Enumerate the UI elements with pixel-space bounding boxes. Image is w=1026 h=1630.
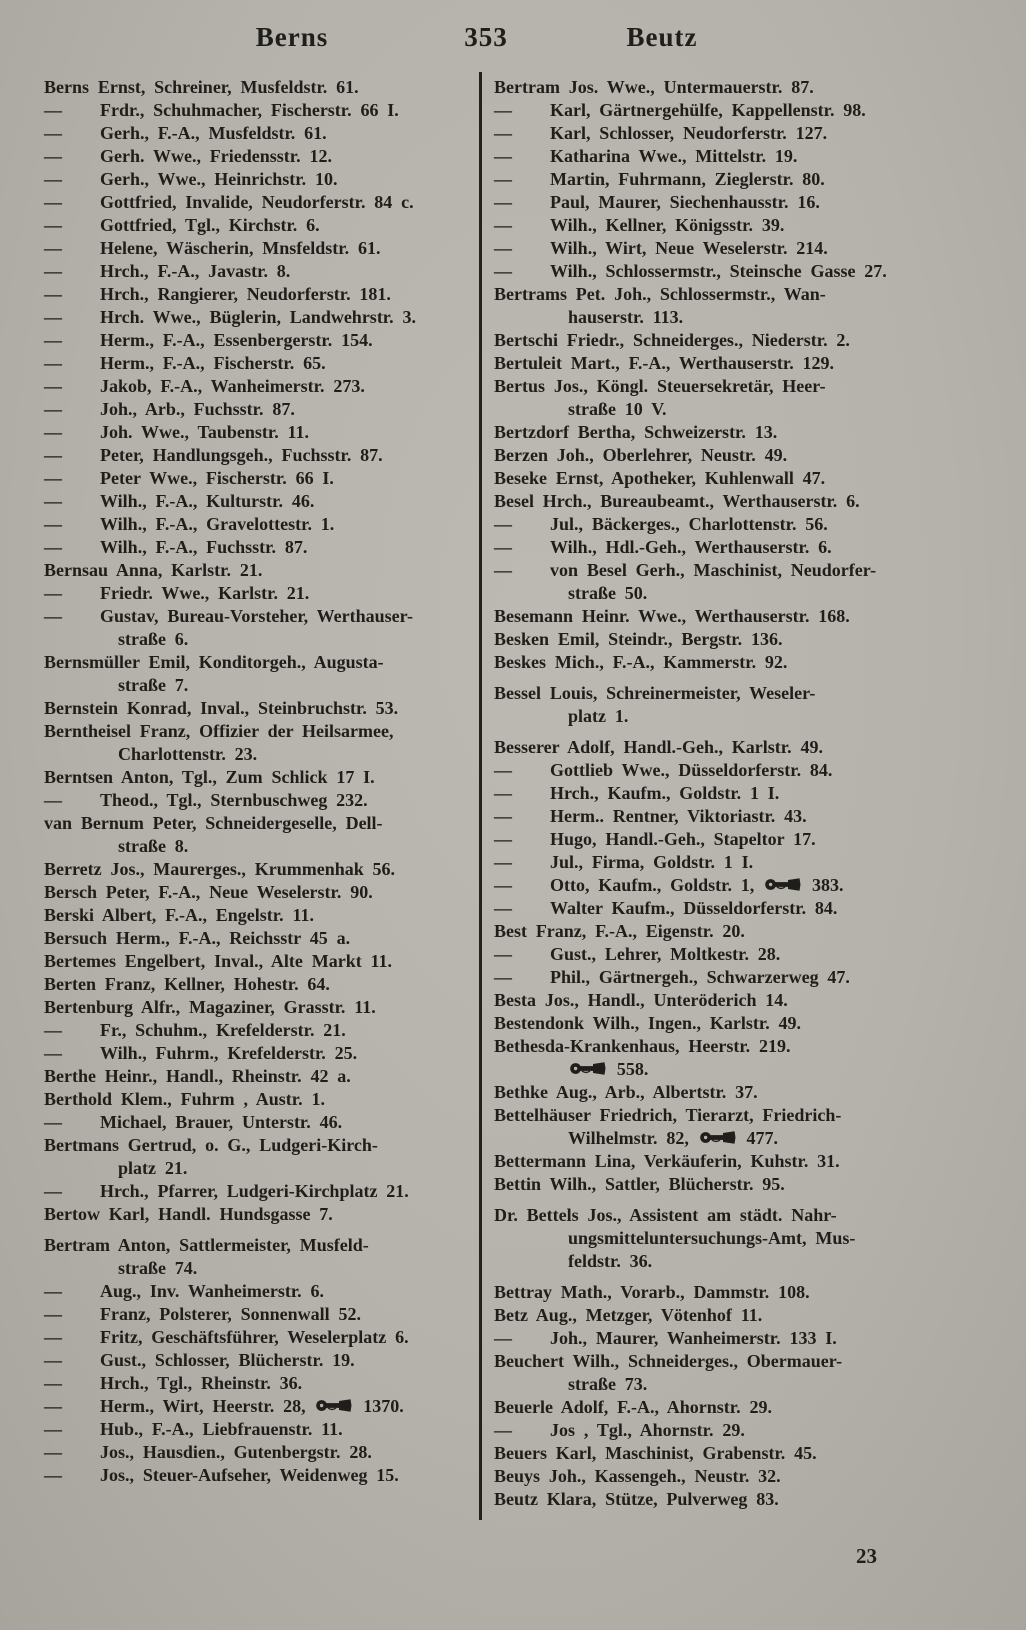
same-surname-dash: — <box>44 422 62 442</box>
directory-entry: Bernsmüller Emil, Konditorgeh., Augusta- straße 7. <box>44 652 384 695</box>
directory-entry: Berretz Jos., Maurerges., Krummenhak 56. <box>44 859 396 879</box>
directory-entry: — Wilh., F.-A., Fuchsstr. 87. <box>44 537 308 557</box>
directory-entry: — Jul., Bäckerges., Charlottenstr. 56. <box>494 514 828 534</box>
directory-entry: Bertram Jos. Wwe., Untermauerstr. 87. <box>494 77 814 97</box>
directory-entry: Bertenburg Alfr., Magaziner, Grasstr. 11. <box>44 997 376 1017</box>
directory-entry: — Michael, Brauer, Unterstr. 46. <box>44 1112 343 1132</box>
same-surname-dash: — <box>44 1043 62 1063</box>
directory-entry: — Wilh., F.-A., Kulturstr. 46. <box>44 491 315 511</box>
directory-entry: — Jos , Tgl., Ahornstr. 29. <box>494 1420 745 1440</box>
same-surname-dash: — <box>44 284 62 304</box>
directory-entry: — Phil., Gärtnergeh., Schwarzerweg 47. <box>494 967 850 987</box>
directory-entry: — Aug., Inv. Wanheimerstr. 6. <box>44 1281 324 1301</box>
same-surname-dash: — <box>44 376 62 396</box>
directory-entry: — Jakob, F.-A., Wanheimerstr. 273. <box>44 376 365 396</box>
directory-entry: Bessel Louis, Schreinermeister, Weseler- platz 1. <box>494 683 816 726</box>
directory-entry: — Helene, Wäscherin, Mnsfeldstr. 61. <box>44 238 381 258</box>
column-divider-rule <box>479 72 482 1520</box>
directory-entry: — Jos., Steuer-Aufseher, Weidenweg 15. <box>44 1465 399 1485</box>
directory-entry: — Franz, Polsterer, Sonnenwall 52. <box>44 1304 361 1324</box>
directory-entry: Bestendonk Wilh., Ingen., Karlstr. 49. <box>494 1013 802 1033</box>
directory-entry: — Karl, Schlosser, Neudorferstr. 127. <box>494 123 828 143</box>
same-surname-dash: — <box>44 1181 62 1201</box>
directory-entry: — Gust., Schlosser, Blücherstr. 19. <box>44 1350 355 1370</box>
directory-entry: Dr. Bettels Jos., Assistent am städt. Nahr- ungsmitteluntersuchungs-Amt, Mus- feldstr. 36. <box>494 1205 856 1271</box>
directory-entry: Beskes Mich., F.-A., Kammerstr. 92. <box>494 652 788 672</box>
directory-entry: — Peter Wwe., Fischerstr. 66 I. <box>44 468 334 488</box>
same-surname-dash: — <box>494 100 512 120</box>
page-number: 353 <box>464 22 508 52</box>
directory-entry: Berten Franz, Kellner, Hohestr. 64. <box>44 974 330 994</box>
page-header <box>0 22 1026 58</box>
same-surname-dash: — <box>44 790 62 810</box>
directory-entry: Bertuleit Mart., F.-A., Werthauserstr. 129. <box>494 353 835 373</box>
same-surname-dash: — <box>44 491 62 511</box>
directory-entry: Beuers Karl, Maschinist, Grabenstr. 45. <box>494 1443 817 1463</box>
same-surname-dash: — <box>494 238 512 258</box>
directory-entry: — Katharina Wwe., Mittelstr. 19. <box>494 146 798 166</box>
same-surname-dash: — <box>44 330 62 350</box>
same-surname-dash: — <box>44 1112 62 1132</box>
telephone-icon <box>700 1131 736 1144</box>
directory-entry: — Frdr., Schuhmacher, Fischerstr. 66 I. <box>44 100 399 120</box>
same-surname-dash: — <box>44 192 62 212</box>
directory-entry: — Wilh., Schlossermstr., Steinsche Gasse 27. <box>494 261 887 281</box>
same-surname-dash: — <box>44 169 62 189</box>
same-surname-dash: — <box>494 537 512 557</box>
same-surname-dash: — <box>494 1420 512 1440</box>
same-surname-dash: — <box>494 123 512 143</box>
same-surname-dash: — <box>494 760 512 780</box>
same-surname-dash: — <box>44 1396 62 1416</box>
same-surname-dash: — <box>494 514 512 534</box>
signature-mark: 23 <box>856 1544 877 1568</box>
directory-entry: Bersuch Herm., F.-A., Reichsstr 45 a. <box>44 928 351 948</box>
directory-entry: Berthe Heinr., Handl., Rheinstr. 42 a. <box>44 1066 351 1086</box>
directory-entry: Besta Jos., Handl., Unteröderich 14. <box>494 990 788 1010</box>
directory-entry: Bethesda-Krankenhaus, Heerstr. 219. 558. <box>494 1036 791 1079</box>
directory-entry: — Hrch., F.-A., Javastr. 8. <box>44 261 291 281</box>
directory-entry: Betz Aug., Metzger, Vötenhof 11. <box>494 1305 763 1325</box>
same-surname-dash: — <box>494 192 512 212</box>
directory-entry: Berski Albert, F.-A., Engelstr. 11. <box>44 905 314 925</box>
same-surname-dash: — <box>44 261 62 281</box>
directory-entry: Beseke Ernst, Apotheker, Kuhlenwall 47. <box>494 468 826 488</box>
same-surname-dash: — <box>494 967 512 987</box>
same-surname-dash: — <box>44 146 62 166</box>
directory-entry: — Hrch., Tgl., Rheinstr. 36. <box>44 1373 303 1393</box>
directory-entry: — Martin, Fuhrmann, Zieglerstr. 80. <box>494 169 825 189</box>
directory-entry: — Hrch. Wwe., Büglerin, Landwehrstr. 3. <box>44 307 416 327</box>
directory-entry: — Fr., Schuhm., Krefelderstr. 21. <box>44 1020 346 1040</box>
directory-entry: — Hugo, Handl.-Geh., Stapeltor 17. <box>494 829 816 849</box>
directory-entry: — Herm., Wirt, Heerstr. 28, 1370. <box>44 1396 404 1416</box>
same-surname-dash: — <box>494 875 512 895</box>
same-surname-dash: — <box>44 307 62 327</box>
directory-entry: — Gottfried, Invalide, Neudorferstr. 84 c. <box>44 192 414 212</box>
directory-entry: — Wilh., Hdl.-Geh., Werthauserstr. 6. <box>494 537 832 557</box>
directory-entry: — Fritz, Geschäftsführer, Weselerplatz 6. <box>44 1327 409 1347</box>
same-surname-dash: — <box>44 100 62 120</box>
same-surname-dash: — <box>44 238 62 258</box>
same-surname-dash: — <box>44 353 62 373</box>
directory-entry: Beuchert Wilh., Schneiderges., Obermauer- straße 73. <box>494 1351 843 1394</box>
directory-entry: — Hrch., Rangierer, Neudorferstr. 181. <box>44 284 391 304</box>
same-surname-dash: — <box>494 261 512 281</box>
directory-entry: — Walter Kaufm., Düsseldorferstr. 84. <box>494 898 838 918</box>
directory-entry: — von Besel Gerh., Maschinist, Neudorfer- straße 50. <box>494 560 877 603</box>
same-surname-dash: — <box>494 783 512 803</box>
directory-entry: Best Franz, F.-A., Eigenstr. 20. <box>494 921 745 941</box>
directory-entry: Bethke Aug., Arb., Albertstr. 37. <box>494 1082 758 1102</box>
same-surname-dash: — <box>494 215 512 235</box>
directory-entry: Bernstein Konrad, Inval., Steinbruchstr. 53. <box>44 698 399 718</box>
directory-entry: Bertrams Pet. Joh., Schlossermstr., Wan- hauserstr. 113. <box>494 284 826 327</box>
directory-entry: — Gust., Lehrer, Moltkestr. 28. <box>494 944 781 964</box>
directory-entry: Bertram Anton, Sattlermeister, Musfeld- straße 74. <box>44 1235 369 1278</box>
same-surname-dash: — <box>44 1304 62 1324</box>
directory-entry: — Wilh., Fuhrm., Krefelderstr. 25. <box>44 1043 358 1063</box>
directory-entry: Berzen Joh., Oberlehrer, Neustr. 49. <box>494 445 788 465</box>
directory-entry: Bertschi Friedr., Schneiderges., Niederstr. 2. <box>494 330 850 350</box>
directory-entry: Bertemes Engelbert, Inval., Alte Markt 11. <box>44 951 393 971</box>
same-surname-dash: — <box>44 537 62 557</box>
directory-entry: — Joh. Wwe., Taubenstr. 11. <box>44 422 310 442</box>
same-surname-dash: — <box>44 583 62 603</box>
same-surname-dash: — <box>44 1373 62 1393</box>
directory-entry: — Joh., Arb., Fuchsstr. 87. <box>44 399 295 419</box>
same-surname-dash: — <box>44 123 62 143</box>
same-surname-dash: — <box>44 1419 62 1439</box>
directory-entry: Besken Emil, Steindr., Bergstr. 136. <box>494 629 783 649</box>
directory-entry: — Gottfried, Tgl., Kirchstr. 6. <box>44 215 320 235</box>
same-surname-dash: — <box>494 852 512 872</box>
directory-entry: — Wilh., Kellner, Königsstr. 39. <box>494 215 785 235</box>
directory-entry: Bettermann Lina, Verkäuferin, Kuhstr. 31. <box>494 1151 840 1171</box>
directory-entry: Beuys Joh., Kassengeh., Neustr. 32. <box>494 1466 781 1486</box>
directory-entry: — Wilh., F.-A., Gravelottestr. 1. <box>44 514 335 534</box>
directory-entry: Berthold Klem., Fuhrm , Austr. 1. <box>44 1089 325 1109</box>
directory-entry: — Joh., Maurer, Wanheimerstr. 133 I. <box>494 1328 837 1348</box>
directory-entry: — Gerh. Wwe., Friedensstr. 12. <box>44 146 332 166</box>
same-surname-dash: — <box>494 944 512 964</box>
same-surname-dash: — <box>494 898 512 918</box>
directory-entry: — Hrch., Pfarrer, Ludgeri-Kirchplatz 21. <box>44 1181 409 1201</box>
directory-entry: — Gerh., F.-A., Musfeldstr. 61. <box>44 123 327 143</box>
same-surname-dash: — <box>494 806 512 826</box>
same-surname-dash: — <box>44 1465 62 1485</box>
telephone-icon <box>316 1399 352 1412</box>
directory-column-left <box>44 76 476 1487</box>
directory-entry: Bernsau Anna, Karlstr. 21. <box>44 560 263 580</box>
same-surname-dash: — <box>494 1328 512 1348</box>
same-surname-dash: — <box>494 146 512 166</box>
directory-entry: Bettin Wilh., Sattler, Blücherstr. 95. <box>494 1174 785 1194</box>
directory-entry: — Karl, Gärtnergehülfe, Kappellenstr. 98. <box>494 100 866 120</box>
same-surname-dash: — <box>44 399 62 419</box>
directory-column-right <box>494 76 926 1511</box>
directory-entry: Bertow Karl, Handl. Hundsgasse 7. <box>44 1204 333 1224</box>
same-surname-dash: — <box>44 445 62 465</box>
directory-entry: — Gottlieb Wwe., Düsseldorferstr. 84. <box>494 760 833 780</box>
same-surname-dash: — <box>494 829 512 849</box>
header-keyword-right: Beutz <box>626 22 698 52</box>
same-surname-dash: — <box>44 1020 62 1040</box>
directory-entry: Bettelhäuser Friedrich, Tierarzt, Friedrich- Wilhelmstr. 82, 477. <box>494 1105 842 1148</box>
telephone-icon <box>570 1062 606 1075</box>
directory-entry: Besel Hrch., Bureaubeamt., Werthauserstr. 6. <box>494 491 860 511</box>
directory-entry: — Herm.. Rentner, Viktoriastr. 43. <box>494 806 807 826</box>
directory-entry: — Hrch., Kaufm., Goldstr. 1 I. <box>494 783 780 803</box>
telephone-icon <box>765 878 801 891</box>
directory-entry: Besserer Adolf, Handl.-Geh., Karlstr. 49. <box>494 737 823 757</box>
directory-entry: Bertzdorf Bertha, Schweizerstr. 13. <box>494 422 778 442</box>
directory-entry: Bertmans Gertrud, o. G., Ludgeri-Kirch- platz 21. <box>44 1135 378 1178</box>
same-surname-dash: — <box>44 1442 62 1462</box>
same-surname-dash: — <box>44 1327 62 1347</box>
same-surname-dash: — <box>494 560 512 580</box>
same-surname-dash: — <box>494 169 512 189</box>
same-surname-dash: — <box>44 514 62 534</box>
same-surname-dash: — <box>44 1281 62 1301</box>
directory-entry: — Herm., F.-A., Essenbergerstr. 154. <box>44 330 373 350</box>
directory-entry: — Hub., F.-A., Liebfrauenstr. 11. <box>44 1419 343 1439</box>
directory-entry: Beuerle Adolf, F.-A., Ahornstr. 29. <box>494 1397 772 1417</box>
same-surname-dash: — <box>44 1350 62 1370</box>
directory-entry: — Gerh., Wwe., Heinrichstr. 10. <box>44 169 338 189</box>
directory-entry: Bettray Math., Vorarb., Dammstr. 108. <box>494 1282 810 1302</box>
same-surname-dash: — <box>44 606 62 626</box>
same-surname-dash: — <box>44 215 62 235</box>
directory-entry: — Wilh., Wirt, Neue Weselerstr. 214. <box>494 238 828 258</box>
directory-entry: Berns Ernst, Schreiner, Musfeldstr. 61. <box>44 77 359 97</box>
directory-entry: — Otto, Kaufm., Goldstr. 1, 383. <box>494 875 844 895</box>
directory-entry: van Bernum Peter, Schneidergeselle, Dell- straße 8. <box>44 813 383 856</box>
directory-entry: — Gustav, Bureau-Vorsteher, Werthauser- straße 6. <box>44 606 413 649</box>
directory-entry: Bertus Jos., Köngl. Steuersekretär, Heer- straße 10 V. <box>494 376 826 419</box>
directory-entry: — Jos., Hausdien., Gutenbergstr. 28. <box>44 1442 372 1462</box>
directory-entry: — Theod., Tgl., Sternbuschweg 232. <box>44 790 368 810</box>
header-keyword-left: Berns <box>255 22 329 52</box>
directory-entry: — Peter, Handlungsgeh., Fuchsstr. 87. <box>44 445 383 465</box>
directory-entry: Besemann Heinr. Wwe., Werthauserstr. 168. <box>494 606 850 626</box>
directory-entry: — Paul, Maurer, Siechenhausstr. 16. <box>494 192 820 212</box>
directory-entry: — Herm., F.-A., Fischerstr. 65. <box>44 353 326 373</box>
directory-entry: Berntsen Anton, Tgl., Zum Schlick 17 I. <box>44 767 375 787</box>
directory-entry: — Friedr. Wwe., Karlstr. 21. <box>44 583 310 603</box>
directory-entry: Berntheisel Franz, Offizier der Heilsarmee, Charlottenstr. 23. <box>44 721 394 764</box>
same-surname-dash: — <box>44 468 62 488</box>
directory-entry: Bersch Peter, F.-A., Neue Weselerstr. 90. <box>44 882 373 902</box>
directory-entry: — Jul., Firma, Goldstr. 1 I. <box>494 852 754 872</box>
directory-entry: Beutz Klara, Stütze, Pulverweg 83. <box>494 1489 779 1509</box>
